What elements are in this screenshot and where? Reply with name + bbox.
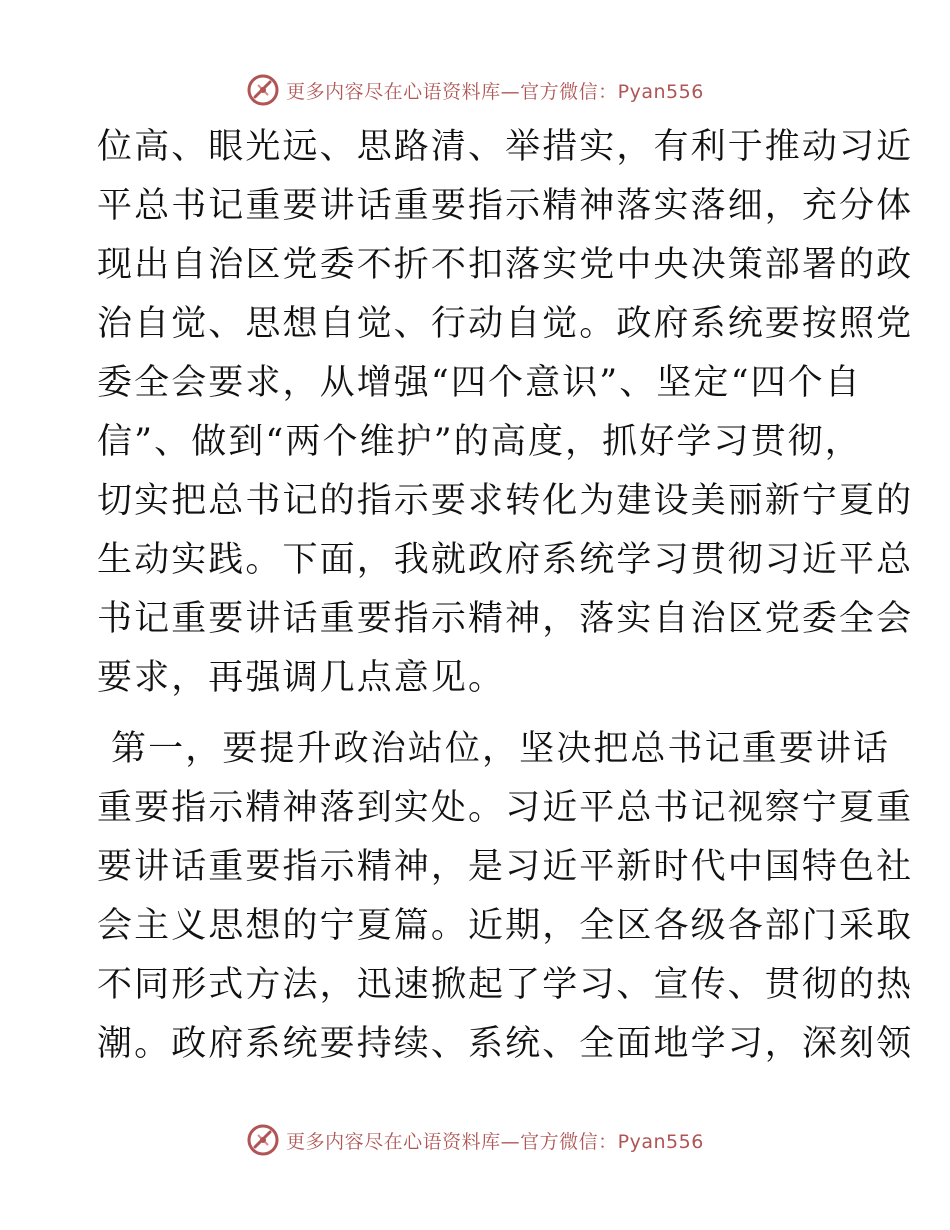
text-line: 切实把总书记的指示要求转化为建设美丽新宁夏的 bbox=[97, 481, 914, 521]
text-line: 会主义思想的宁夏篇。近期，全区各级各部门采取 bbox=[97, 906, 914, 946]
text-line: 重要指示精神落到实处。习近平总书记视察宁夏重 bbox=[97, 788, 914, 828]
text-line: 平总书记重要讲话重要指示精神落实落细，充分体 bbox=[97, 186, 914, 226]
text-line: 治自觉、思想自觉、行动自觉。政府系统要按照党 bbox=[97, 304, 914, 344]
text-line: 委全会要求，从增强“四个意识”、坚定“四个自 bbox=[97, 363, 862, 403]
brand-logo-icon bbox=[246, 73, 280, 107]
header-banner bbox=[0, 70, 950, 110]
paragraph-2 bbox=[97, 720, 914, 1074]
text-line: 要求，再强调几点意见。 bbox=[97, 658, 506, 698]
text-line: 书记重要讲话重要指示精神，落实自治区党委全会 bbox=[97, 599, 914, 639]
text-line: 信”、做到“两个维护”的高度，抓好学习贯彻， bbox=[97, 422, 862, 462]
footer-banner-text: 更多内容尽在心语资料库—官方微信：Pyan556 bbox=[286, 1130, 704, 1153]
text-line: 不同形式方法，迅速掀起了学习、宣传、贯彻的热 bbox=[97, 965, 914, 1005]
text-line: 第一，要提升政治站位，坚决把总书记重要讲话 bbox=[111, 729, 891, 769]
text-line: 位高、眼光远、思路清、举措实，有利于推动习近 bbox=[97, 127, 914, 167]
footer-banner bbox=[0, 1120, 950, 1160]
paragraph-1 bbox=[97, 118, 914, 708]
header-banner-text: 更多内容尽在心语资料库—官方微信：Pyan556 bbox=[286, 80, 704, 103]
text-line: 潮。政府系统要持续、系统、全面地学习，深刻领 bbox=[97, 1024, 914, 1064]
paragraph-spacer bbox=[97, 708, 857, 720]
text-line: 生动实践。下面，我就政府系统学习贯彻习近平总 bbox=[97, 540, 914, 580]
document-body bbox=[97, 118, 914, 1074]
brand-logo-icon bbox=[246, 1123, 280, 1157]
text-line: 要讲话重要指示精神，是习近平新时代中国特色社 bbox=[97, 847, 914, 887]
text-line: 现出自治区党委不折不扣落实党中央决策部署的政 bbox=[97, 245, 914, 285]
